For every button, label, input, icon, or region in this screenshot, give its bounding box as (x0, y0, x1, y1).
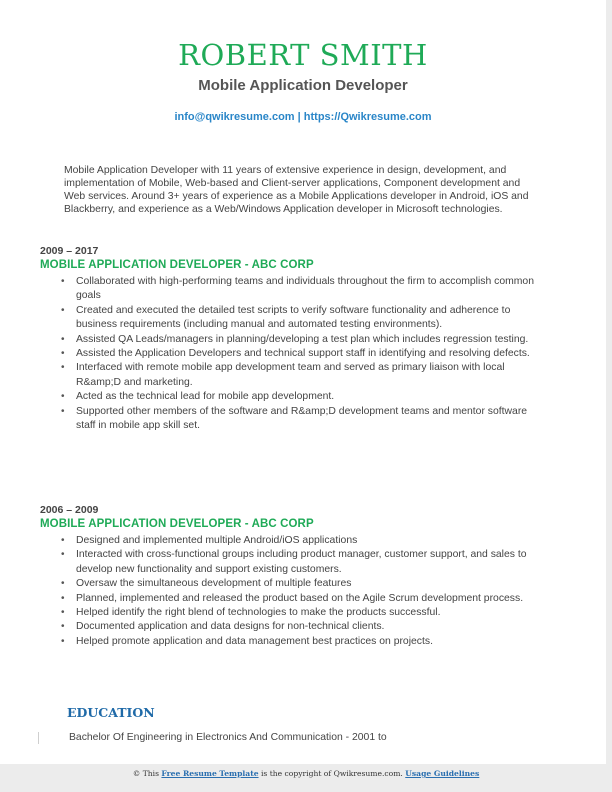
job-dates: 2009 – 2017 (40, 245, 99, 257)
bullet-icon: • (61, 276, 65, 287)
bullet-icon: • (61, 333, 65, 345)
candidate-role: Mobile Application Developer (198, 77, 408, 94)
experience-entry (40, 245, 540, 433)
list-item: • Created and executed the detailed test scripts to verify software functionality and adherence to business requirements (including manual and automated testing environments). (61, 304, 511, 331)
list-item: • Collaborated with high-performing teams and individuals throughout the firm to accomplish common goals (61, 276, 534, 302)
bullet-icon: • (61, 348, 65, 360)
copyright-footer (0, 769, 612, 779)
list-item: • Assisted the Application Developers and technical support staff in identifying and resolving defects. (40, 347, 540, 361)
list-item: • Documented application and data designs for non-technical clients. (40, 620, 540, 634)
bullet-icon: • (61, 535, 65, 546)
list-item: • Planned, implemented and released the product based on the Agile Scrum development process. (40, 592, 540, 606)
list-item: • Assisted QA Leads/managers in planning/developing a test plan which includes regression testing. (40, 333, 540, 347)
bullet-icon: • (61, 362, 65, 374)
list-item: • Interfaced with remote mobile app development team and served as primary liaison with local R&amp;D and marketing. (61, 362, 505, 388)
job-title: MOBILE APPLICATION DEVELOPER - ABC CORP (40, 259, 314, 271)
list-item: • Oversaw the simultaneous development of multiple features (40, 577, 540, 591)
bullet-icon: • (61, 578, 65, 590)
footer-middle: is the copyright of Qwikresume.com. (260, 769, 403, 778)
usage-guidelines-link[interactable]: Usage Guidelines (405, 769, 480, 778)
list-item: • Designed and implemented multiple Android/iOS applications (40, 534, 540, 548)
job-title: MOBILE APPLICATION DEVELOPER - ABC CORP (40, 518, 314, 530)
candidate-name: ROBERT SMITH (178, 38, 428, 72)
bullet-icon: • (61, 405, 65, 417)
contact-line (0, 111, 606, 124)
contact-separator: | (297, 111, 301, 123)
list-item: • Acted as the technical lead for mobile app development. (40, 390, 540, 404)
email-link[interactable]: info@qwikresume.com (174, 111, 295, 123)
experience-entry (40, 504, 540, 649)
education-heading: EDUCATION (67, 705, 155, 720)
job-bullet-list (40, 275, 540, 433)
list-item: • Interacted with cross-functional groups including product manager, customer support, and sales to develop new functionality and support existing customers. (61, 549, 527, 575)
footer-prefix: © This (132, 769, 159, 778)
summary-paragraph: Mobile Application Developer with 11 years of extensive experience in design, development, and implementation of Mobile, Web-based and Client-server applications, Component development and Web services. Around 3+ years of experience as a Mobile Applications developer in Android, iOS and Blackberry, and experience as a Web/Windows Application developer in Microsoft technologies. (64, 165, 529, 215)
bullet-icon: • (61, 621, 65, 633)
list-item: • Helped identify the right blend of technologies to make the products successful. (40, 606, 540, 620)
free-resume-template-link[interactable]: Free Resume Template (161, 769, 259, 778)
bullet-icon: • (61, 607, 65, 619)
bullet-icon: • (61, 549, 65, 561)
list-item: • Supported other members of the software and R&amp;D development teams and mentor software staff in mobile app skill set. (61, 405, 528, 432)
job-bullet-list (40, 534, 540, 649)
education-entry: Bachelor Of Engineering in Electronics And Communication - 2001 to (69, 732, 387, 743)
job-dates: 2006 – 2009 (40, 504, 99, 516)
list-item: • Helped promote application and data management best practices on projects. (40, 635, 540, 649)
website-link[interactable]: https://Qwikresume.com (303, 111, 432, 123)
bullet-icon: • (61, 304, 65, 316)
bullet-icon: • (61, 391, 65, 403)
bullet-icon: • (61, 635, 65, 647)
bullet-icon: • (61, 592, 65, 604)
education-divider (38, 732, 39, 744)
